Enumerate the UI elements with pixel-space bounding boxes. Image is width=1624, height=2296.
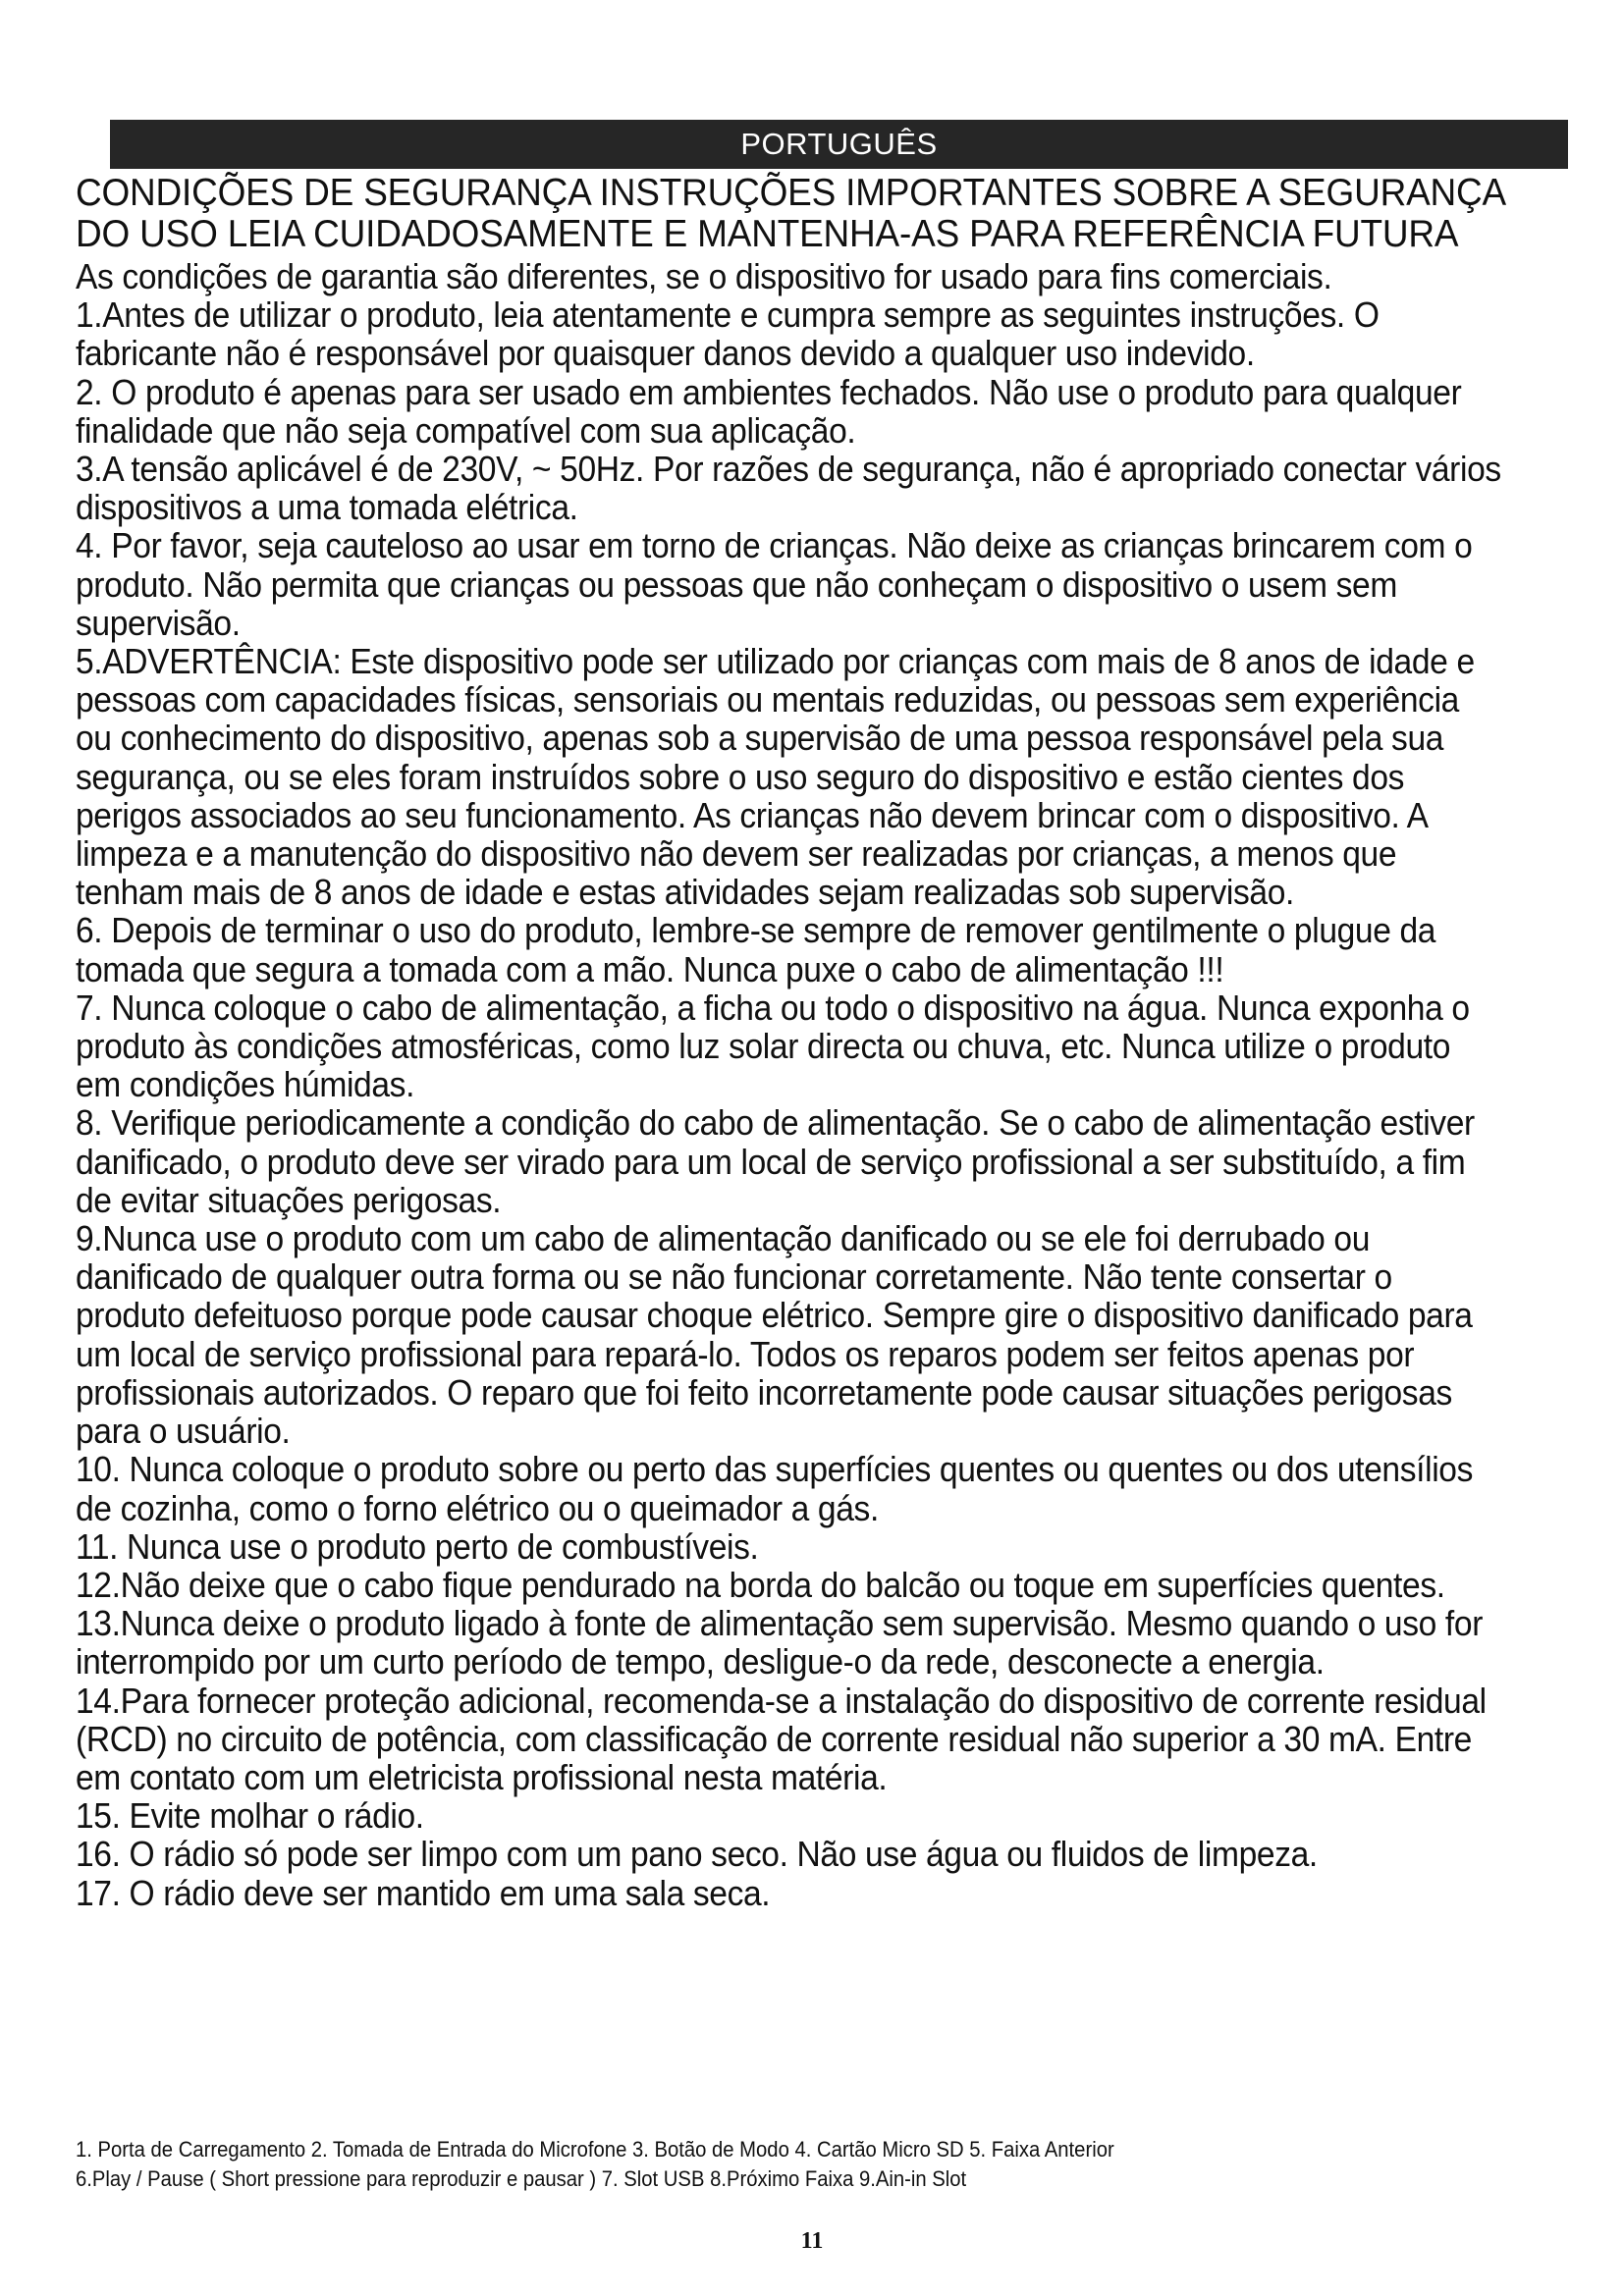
- parts-legend-line-2: 6.Play / Pause ( Short pressione para reproduzir e pausar ) 7. Slot USB 8.Próximo Faixa 9.Ain-in Slot: [76, 2166, 967, 2191]
- instruction-item-8: 8. Verifique periodicamente a condição do cabo de alimentação. Se o cabo de alimentação estiver danificado, o produto deve ser virado para um local de serviço profissional a ser substituído, a fim de evitar situações perigosas.: [76, 1102, 1475, 1220]
- instruction-item-10: 10. Nunca coloque o produto sobre ou perto das superfícies quentes ou quentes ou dos utensílios de cozinha, como o forno elétrico ou o queimador a gás.: [76, 1449, 1474, 1528]
- instruction-item-3: 3.A tensão aplicável é de 230V, ~ 50Hz. Por razões de segurança, não é apropriado conectar vários dispositivos a uma tomada elétrica.: [76, 449, 1501, 528]
- instruction-item-13: 13.Nunca deixe o produto ligado à fonte de alimentação sem supervisão. Mesmo quando o uso for interrompido por um curto período de tempo, desligue-o da rede, desconecte a energia.: [76, 1603, 1484, 1682]
- safety-title: [76, 173, 1518, 255]
- instruction-item-2: 2. O produto é apenas para ser usado em ambientes fechados. Não use o produto para qualquer finalidade que não seja compatível com sua aplicação.: [76, 371, 1462, 451]
- language-header-bar: [110, 120, 1568, 169]
- instruction-item-14: 14.Para fornecer proteção adicional, recomenda-se a instalação do dispositivo de corrente residual (RCD) no circuito de potência, com classificação de corrente residual não superior a 30 mA. Entre em contato com um eletricista profissional nesta matéria.: [76, 1680, 1487, 1797]
- instruction-item-17: 17. O rádio deve ser mantido em uma sala seca.: [76, 1872, 771, 1913]
- instruction-item-9: 9.Nunca use o produto com um cabo de alimentação danificado ou se ele foi derrubado ou danificado de qualquer outra forma ou se não funcionar corretamente. Não tente consertar o produto defeituoso porque pode causar choque elétrico. Sempre gire o dispositivo danificado para um local de serviço profissional para repará-lo. Todos os reparos podem ser feitos apenas por profissionais autorizados. O reparo que foi feito incorretamente pode causar situações perigosas para o usuário.: [76, 1218, 1473, 1452]
- instruction-item-5: 5.ADVERTÊNCIA: Este dispositivo pode ser utilizado por crianças com mais de 8 anos de idade e pessoas com capacidades físicas, sensoriais ou mentais reduzidas, ou pessoas sem experiência ou conhecimento do dispositivo, apenas sob a supervisão de uma pessoa responsável pela sua segurança, ou se eles foram instruídos sobre o uso seguro do dispositivo e estão cientes dos perigos associados ao seu funcionamento. As crianças não devem brincar com o dispositivo. A limpeza e a manutenção do dispositivo não devem ser realizadas por crianças, a menos que tenham mais de 8 anos de idade e estas atividades sejam realizadas sob supervisão.: [76, 641, 1475, 913]
- page-number: 11: [800, 2228, 824, 2254]
- title-line-1: CONDIÇÕES DE SEGURANÇA INSTRUÇÕES IMPORTANTES SOBRE A SEGURANÇA: [76, 172, 1506, 214]
- warranty-intro: As condições de garantia são diferentes, se o dispositivo for usado para fins comerciais.: [76, 256, 1332, 296]
- instruction-item-1: 1.Antes de utilizar o produto, leia atentamente e cumpra sempre as seguintes instruções. O fabricante não é responsável por quaisquer danos devido a qualquer uso indevido.: [76, 294, 1380, 374]
- instruction-item-16: 16. O rádio só pode ser limpo com um pano seco. Não use água ou fluidos de limpeza.: [76, 1834, 1318, 1875]
- parts-legend-line-1: 1. Porta de Carregamento 2. Tomada de Entrada do Microfone 3. Botão de Modo 4. Cartão Micro SD 5. Faixa Anterior: [76, 2137, 1114, 2162]
- parts-legend: [76, 2135, 1507, 2194]
- instruction-item-4: 4. Por favor, seja cauteloso ao usar em torno de crianças. Não deixe as crianças brincarem com o produto. Não permita que crianças ou pessoas que não conheçam o dispositivo o usem sem supervisão.: [76, 525, 1473, 643]
- instruction-item-12: 12.Não deixe que o cabo fique pendurado na borda do balcão ou toque em superfícies quentes.: [76, 1564, 1445, 1605]
- instruction-item-6: 6. Depois de terminar o uso do produto, lembre-se sempre de remover gentilmente o plugue da tomada que segura a tomada com a mão. Nunca puxe o cabo de alimentação !!!: [76, 910, 1436, 989]
- title-line-2: DO USO LEIA CUIDADOSAMENTE E MANTENHA-AS PARA REFERÊNCIA FUTURA: [76, 213, 1459, 255]
- safety-instructions: [76, 257, 1503, 1912]
- language-label: PORTUGUÊS: [740, 127, 938, 161]
- instruction-item-15: 15. Evite molhar o rádio.: [76, 1795, 424, 1837]
- instruction-item-7: 7. Nunca coloque o cabo de alimentação, a ficha ou todo o dispositivo na água. Nunca exponha o produto às condições atmosféricas, como luz solar directa ou chuva, etc. Nunca utilize o produto em condições húmidas.: [76, 987, 1470, 1105]
- instruction-item-11: 11. Nunca use o produto perto de combustíveis.: [76, 1525, 759, 1567]
